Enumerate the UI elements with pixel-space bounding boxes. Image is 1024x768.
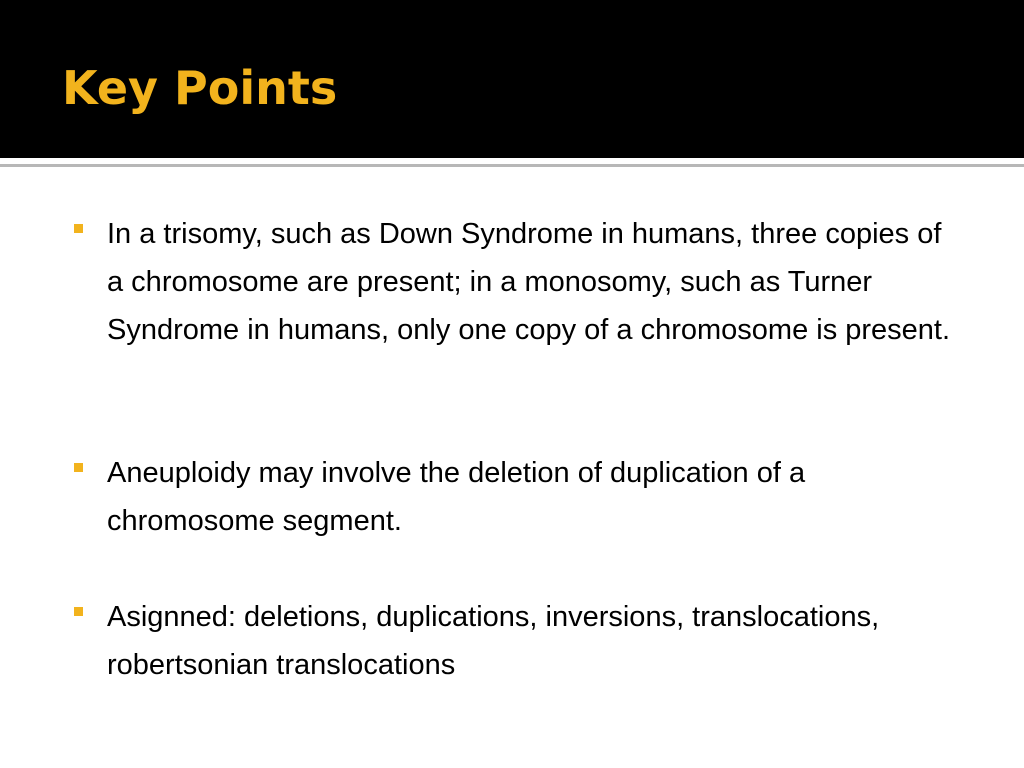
bullet-text-3: Asignned: deletions, duplications, inversions, translocations, robertsonian translocations [107, 601, 880, 681]
square-bullet-icon [74, 224, 83, 233]
square-bullet-icon [74, 607, 83, 616]
square-bullet-icon [74, 463, 83, 472]
bullet-text-2: Aneuploidy may involve the deletion of duplication of a chromosome segment. [107, 457, 806, 537]
bullet-text-1: In a trisomy, such as Down Syndrome in humans, three copies of a chromosome are present; in a monosomy, such as Turner Syndrome in humans, only one copy of a chromosome is present. [107, 218, 951, 346]
slide-title: Key Points [62, 61, 338, 115]
